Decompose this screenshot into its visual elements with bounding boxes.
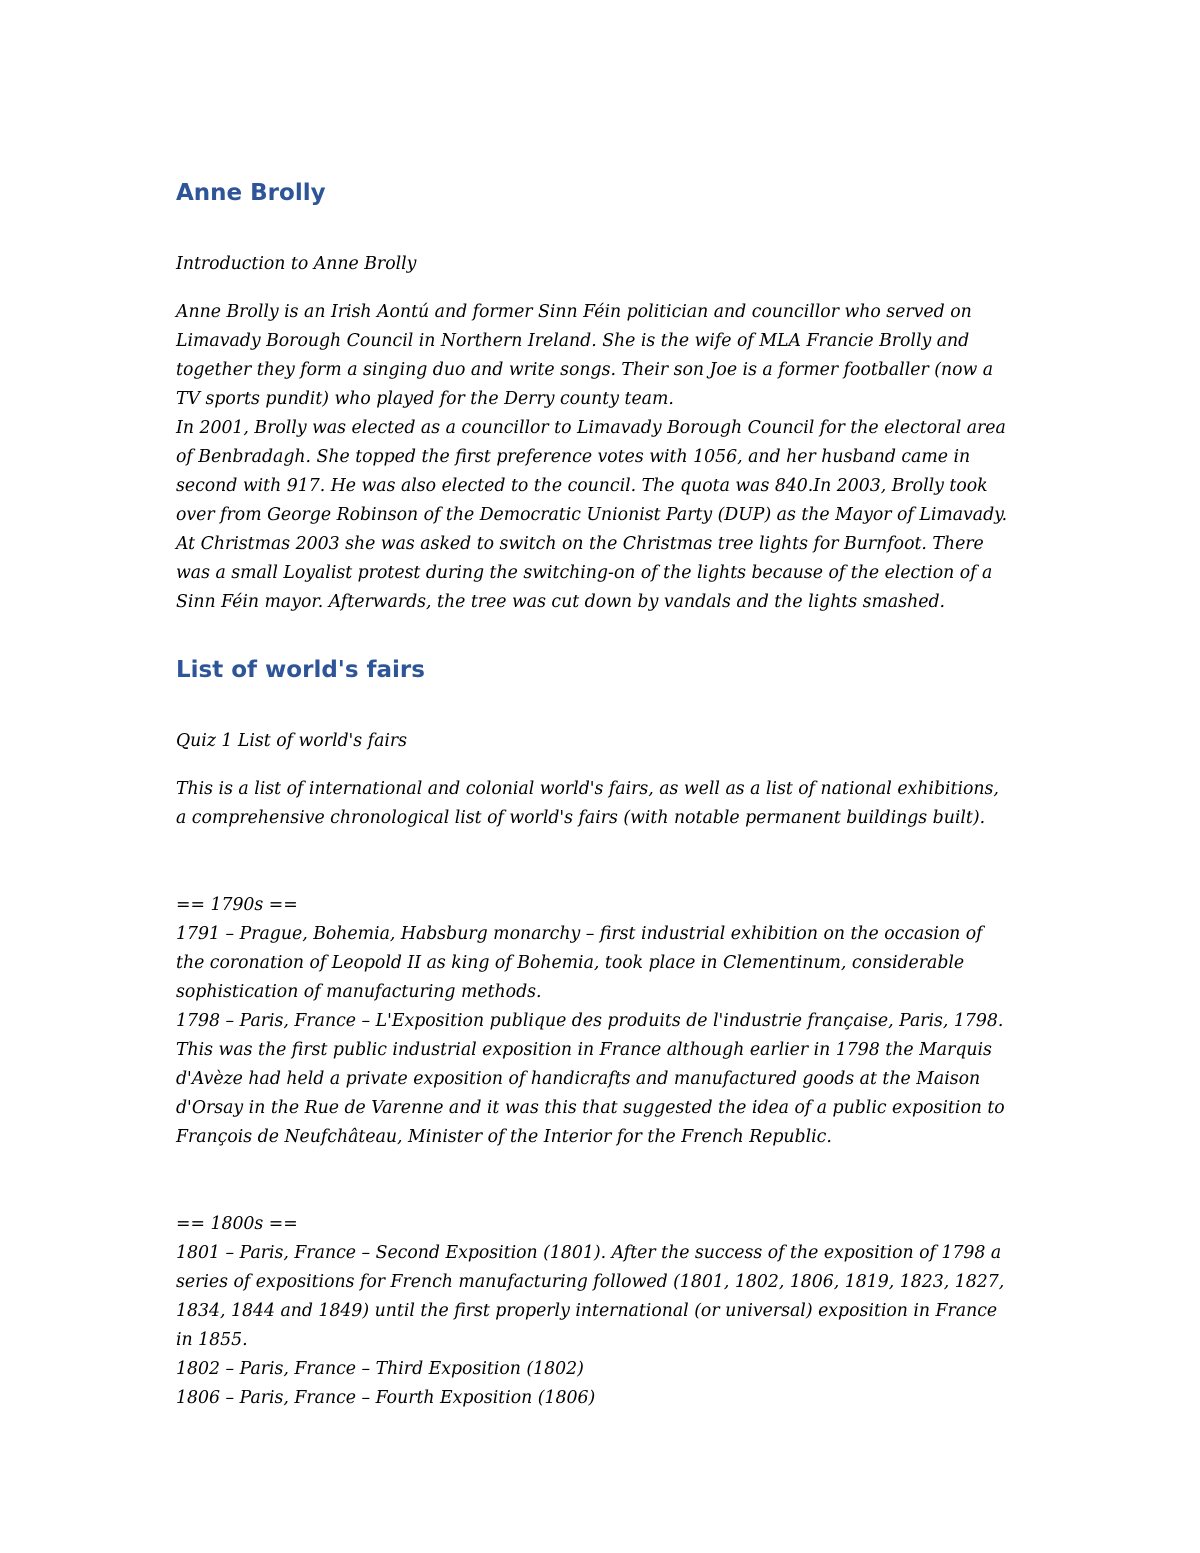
decade-header: == 1800s == bbox=[176, 1214, 298, 1234]
text-line: over from George Robinson of the Democratic Unionist Party (DUP) as the Mayor of Limavady. bbox=[176, 505, 1008, 525]
heading-worlds-fairs: List of world's fairs bbox=[176, 657, 425, 683]
text-line: Limavady Borough Council in Northern Ireland. She is the wife of MLA Francie Brolly and bbox=[176, 331, 970, 351]
text-line: This is a list of international and colonial world's fairs, as well as a list of national exhibitions, bbox=[176, 779, 999, 799]
text-line: Sinn Féin mayor. Afterwards, the tree was cut down by vandals and the lights smashed. bbox=[176, 592, 945, 612]
text-line: d'Avèze had held a private exposition of handicrafts and manufactured goods at the Maison bbox=[176, 1069, 981, 1089]
text-line: At Christmas 2003 she was asked to switch on the Christmas tree lights for Burnfoot. There bbox=[176, 534, 984, 554]
text-line: the coronation of Leopold II as king of Bohemia, took place in Clementinum, considerable bbox=[176, 953, 965, 973]
text-line: second with 917. He was also elected to the council. The quota was 840.In 2003, Brolly took bbox=[176, 476, 988, 496]
text-line: together they form a singing duo and write songs. Their son Joe is a former footballer (now a bbox=[176, 360, 994, 380]
text-line: In 2001, Brolly was elected as a councillor to Limavady Borough Council for the electoral area bbox=[176, 418, 1006, 438]
subtitle-worlds-fairs: Quiz 1 List of world's fairs bbox=[176, 731, 408, 751]
text-line: 1791 – Prague, Bohemia, Habsburg monarchy – first industrial exhibition on the occasion of bbox=[176, 924, 983, 944]
text-line: series of expositions for French manufacturing followed (1801, 1802, 1806, 1819, 1823, 1827, bbox=[176, 1272, 1005, 1292]
text-line: was a small Loyalist protest during the switching-on of the lights because of the election of a bbox=[176, 563, 993, 583]
text-line: a comprehensive chronological list of world's fairs (with notable permanent buildings built). bbox=[176, 808, 986, 828]
text-line: 1801 – Paris, France – Second Exposition (1801). After the success of the exposition of 1798 a bbox=[176, 1243, 1002, 1263]
text-line: 1834, 1844 and 1849) until the first properly international (or universal) exposition in France bbox=[176, 1301, 998, 1321]
text-line: d'Orsay in the Rue de Varenne and it was this that suggested the idea of a public exposition to bbox=[176, 1098, 1005, 1118]
text-line: sophistication of manufacturing methods. bbox=[176, 982, 542, 1002]
text-line: This was the first public industrial exposition in France although earlier in 1798 the Marquis bbox=[176, 1040, 992, 1060]
text-line: 1806 – Paris, France – Fourth Exposition (1806) bbox=[176, 1388, 596, 1408]
text-line: 1798 – Paris, France – L'Exposition publique des produits de l'industrie française, Paris, 1798. bbox=[176, 1011, 1004, 1031]
subtitle-anne-brolly: Introduction to Anne Brolly bbox=[176, 254, 417, 274]
heading-anne-brolly: Anne Brolly bbox=[176, 180, 326, 206]
text-line: François de Neufchâteau, Minister of the Interior for the French Republic. bbox=[176, 1127, 832, 1147]
text-line: TV sports pundit) who played for the Derry county team. bbox=[176, 389, 674, 409]
text-line: in 1855. bbox=[176, 1330, 248, 1350]
text-line: 1802 – Paris, France – Third Exposition (1802) bbox=[176, 1359, 584, 1379]
text-line: Anne Brolly is an Irish Aontú and former Sinn Féin politician and councillor who served on bbox=[176, 302, 972, 322]
text-line: of Benbradagh. She topped the first preference votes with 1056, and her husband came in bbox=[176, 447, 971, 467]
decade-header: == 1790s == bbox=[176, 895, 298, 915]
